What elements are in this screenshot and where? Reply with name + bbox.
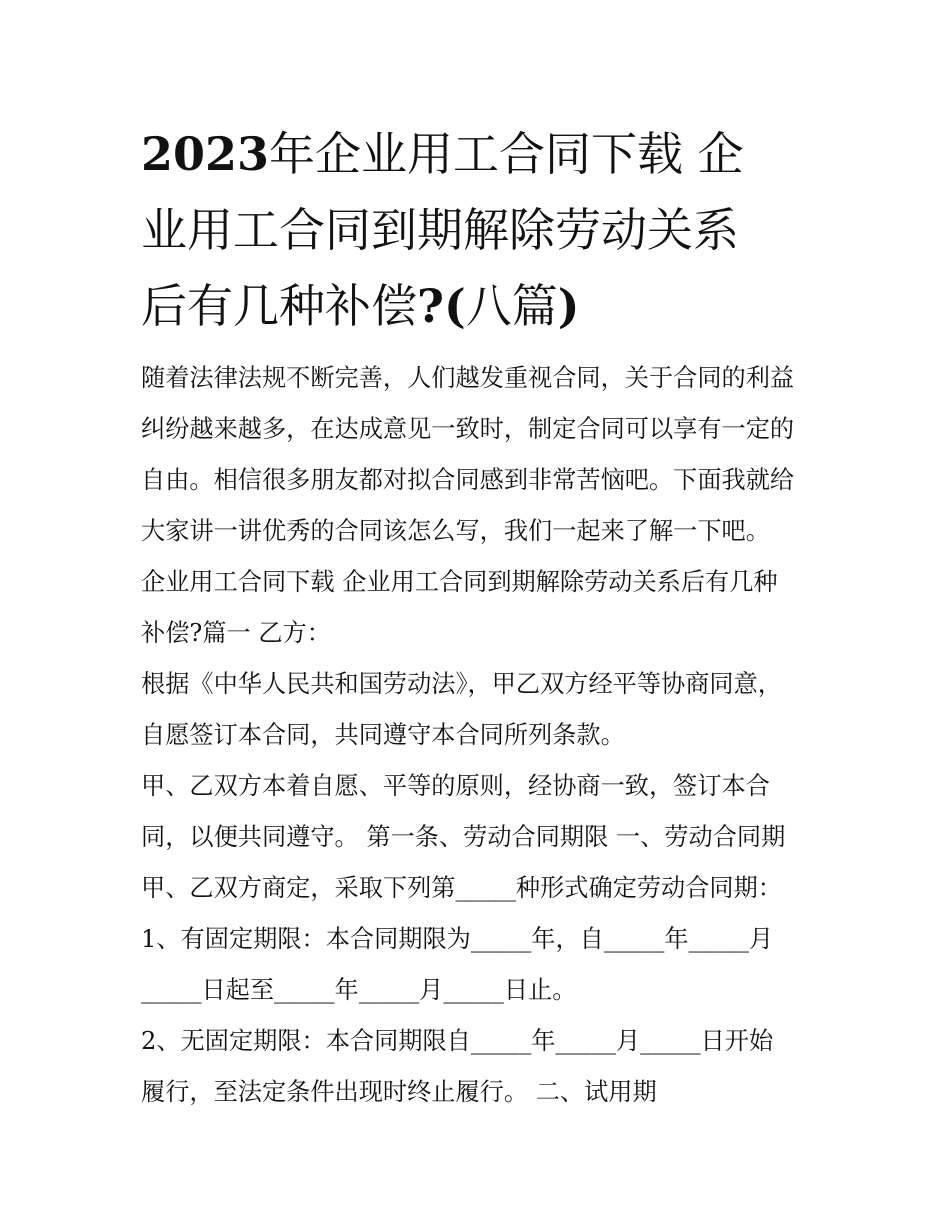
- title-line-3-close: ): [557, 279, 580, 333]
- body-line: 企业用工合同下载 企业用工合同到期解除劳动关系后有几种: [141, 568, 778, 596]
- document-body: [141, 353, 821, 1118]
- document-title: [141, 116, 821, 344]
- title-line-1: [141, 116, 821, 192]
- body-line: 随着法律法规不断完善，人们越发重视合同，关于合同的利益: [141, 364, 795, 392]
- title-line-3-tail: 八篇: [465, 279, 558, 333]
- body-line: 根据《中华人民共和国劳动法》，甲乙双方经平等协商同意，: [141, 670, 782, 698]
- title-line-1-rest: 年企业用工合同下载 企: [269, 127, 744, 181]
- body-line: 自愿签订本合同，共同遵守本合同所列条款。: [141, 721, 625, 749]
- body-line: 同，以便共同遵守。 第一条、劳动合同期限 一、劳动合同期: [141, 823, 786, 851]
- body-line: 纠纷越来越多，在达成意见一致时，制定合同可以享有一定的: [141, 415, 795, 443]
- body-line: 大家讲一讲优秀的合同该怎么写，我们一起来了解一下吧。: [141, 517, 770, 545]
- body-line: _____日起至_____年_____月_____日止。: [141, 976, 577, 1004]
- title-year: 2023: [141, 127, 270, 181]
- body-line: 2、无固定期限：本合同期限自_____年_____月_____日开始: [141, 1027, 774, 1055]
- body-line: 履行，至法定条件出现时终止履行。 二、试用期: [141, 1078, 657, 1106]
- title-line-2: 业用工合同到期解除劳动关系: [141, 203, 739, 257]
- body-line: 自由。相信很多朋友都对拟合同感到非常苦恼吧。下面我就给: [141, 466, 795, 494]
- body-line: 1、有固定期限：本合同期限为_____年，自_____年_____月: [141, 925, 774, 953]
- body-line: 甲、乙双方商定，采取下列第_____种形式确定劳动合同期：: [141, 874, 782, 902]
- body-line: 补偿?篇一 乙方：: [141, 619, 331, 647]
- title-line-3: [141, 268, 821, 344]
- title-line-3-punct: ?(: [417, 279, 466, 333]
- body-line: 甲、乙双方本着自愿、平等的原则，经协商一致，签订本合: [141, 772, 770, 800]
- title-line-3-text: 后有几种补偿: [141, 279, 417, 333]
